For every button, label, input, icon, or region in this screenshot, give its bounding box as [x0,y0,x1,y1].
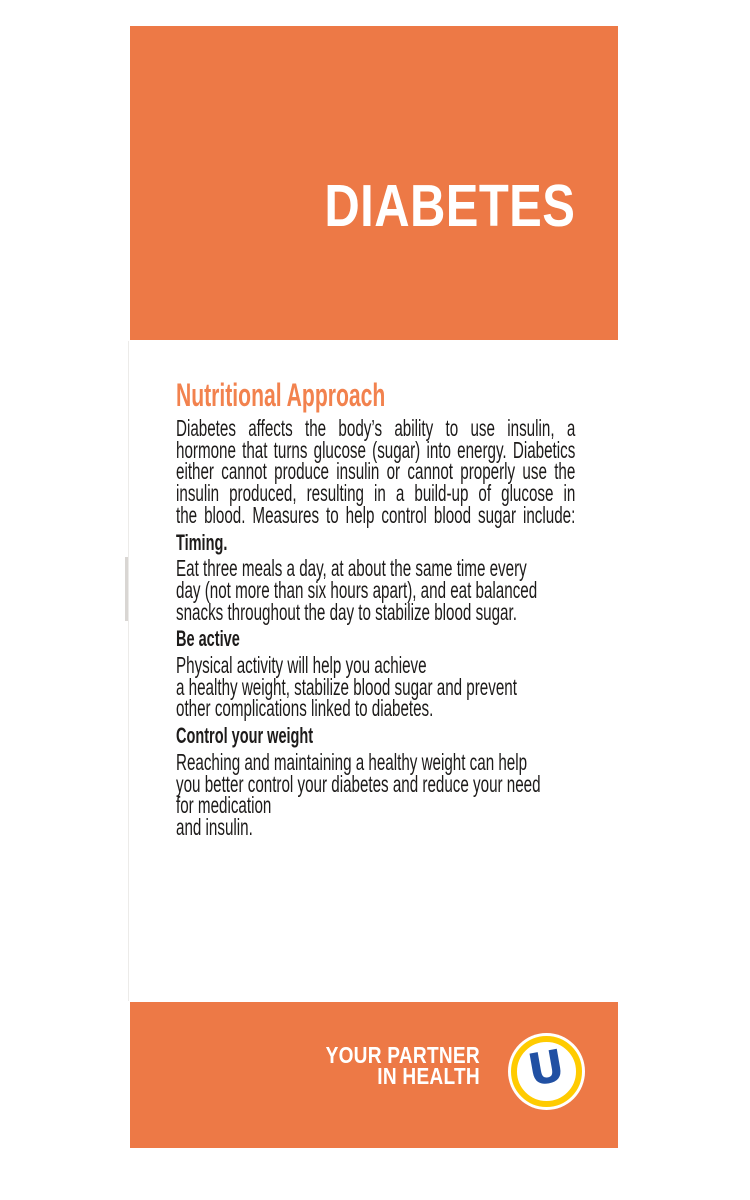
text-line: day (not more than six hours apart), and eat balanced [176,576,538,603]
uniprix-logo [508,1033,585,1110]
text-line: Reaching and maintaining a healthy weight can help [176,748,528,775]
logo-letter-u: U [523,1039,568,1097]
header-banner [130,26,618,340]
page-fold-mark [125,557,128,621]
subsection-heading-be-active: Be active [176,626,240,652]
subsection-heading-control-weight: Control your weight [176,723,314,749]
footer-tagline [325,1042,480,1089]
text-line: other complications linked to diabetes. [176,695,434,722]
text-line: snacks throughout the day to stabilize blood sugar. [176,598,517,625]
control-weight-paragraph [176,748,575,840]
page-title: DIABETES [324,173,575,239]
text-line: either cannot produce insulin or cannot properly use the [176,458,576,485]
intro-paragraph [176,415,576,528]
be-active-paragraph [176,652,575,722]
timing-paragraph [176,555,575,625]
text-line: Diabetes affects the body’s ability to use insulin, a [176,415,576,441]
text-line: Eat three meals a day, at about the same time every [176,555,527,582]
text-line: Physical activity will help you achieve [176,652,427,679]
section-title: Nutritional Approach [176,377,386,413]
page-fold-line [128,341,129,1001]
text-line: for medication [176,792,272,819]
tagline-line-1: YOUR PARTNER [325,1042,480,1068]
text-line: the blood. Measures to help control blood sugar include: [176,501,576,528]
text-line: hormone that turns glucose (sugar) into energy. Diabetics [176,436,576,463]
footer-banner [130,1002,618,1148]
text-line: and insulin. [176,813,253,840]
text-line: you better control your diabetes and reduce your need [176,770,541,797]
content-column [176,378,575,839]
tagline-line-2: IN HEALTH [377,1062,480,1089]
subsection-heading-timing: Timing. [176,529,228,555]
text-line: insulin produced, resulting in a build-up of glucose in [176,480,576,507]
logo-yellow-ring [511,1036,582,1107]
text-line: a healthy weight, stabilize blood sugar and prevent [176,673,517,700]
